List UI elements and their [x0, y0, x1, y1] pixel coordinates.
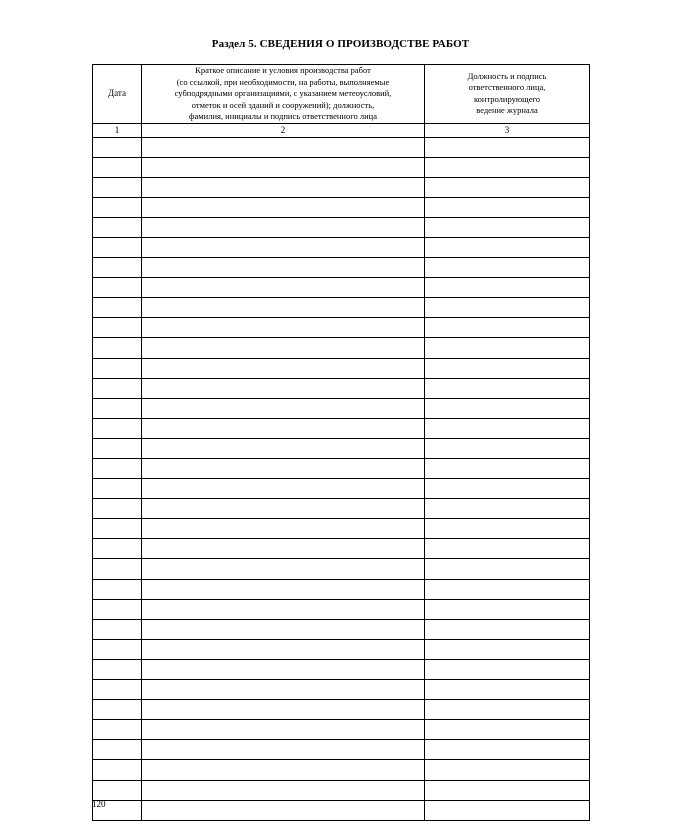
table-row[interactable] [93, 258, 590, 278]
table-cell-date[interactable] [93, 700, 142, 720]
table-cell-date[interactable] [93, 157, 142, 177]
journal-table-wrapper [92, 64, 589, 821]
table-cell-signature[interactable] [425, 459, 590, 479]
header-description-line-5: фамилия, инициалы и подпись ответственного лица [189, 111, 377, 121]
table-cell-signature[interactable] [425, 258, 590, 278]
table-cell-description[interactable] [142, 519, 425, 539]
table-row[interactable] [93, 619, 590, 639]
table-row[interactable] [93, 559, 590, 579]
table-row[interactable] [93, 680, 590, 700]
table-cell-date[interactable] [93, 338, 142, 358]
table-row[interactable] [93, 157, 590, 177]
table-cell-description[interactable] [142, 137, 425, 157]
table-row[interactable] [93, 177, 590, 197]
table-cell-date[interactable] [93, 479, 142, 499]
table-cell-signature[interactable] [425, 177, 590, 197]
table-cell-description[interactable] [142, 720, 425, 740]
table-cell-date[interactable] [93, 398, 142, 418]
table-cell-signature[interactable] [425, 157, 590, 177]
table-row[interactable] [93, 338, 590, 358]
table-cell-description[interactable] [142, 599, 425, 619]
table-cell-description[interactable] [142, 438, 425, 458]
table-cell-signature[interactable] [425, 298, 590, 318]
table-row[interactable] [93, 459, 590, 479]
table-cell-signature[interactable] [425, 619, 590, 639]
column-number-1: 1 [93, 123, 142, 137]
page-number: 120 [92, 799, 106, 809]
table-cell-signature[interactable] [425, 358, 590, 378]
table-cell-signature[interactable] [425, 559, 590, 579]
table-cell-signature[interactable] [425, 539, 590, 559]
table-cell-date[interactable] [93, 137, 142, 157]
table-cell-signature[interactable] [425, 438, 590, 458]
table-row[interactable] [93, 740, 590, 760]
table-row[interactable] [93, 639, 590, 659]
table-cell-signature[interactable] [425, 137, 590, 157]
table-row[interactable] [93, 298, 590, 318]
table-cell-date[interactable] [93, 579, 142, 599]
table-cell-description[interactable] [142, 298, 425, 318]
table-cell-description[interactable] [142, 700, 425, 720]
table-cell-signature[interactable] [425, 579, 590, 599]
table-cell-description[interactable] [142, 800, 425, 820]
header-cell-signature [425, 65, 590, 124]
header-signature-line-4: ведение журнала [476, 105, 538, 116]
table-cell-description[interactable] [142, 740, 425, 760]
table-cell-date[interactable] [93, 459, 142, 479]
table-cell-date[interactable] [93, 680, 142, 700]
table-row[interactable] [93, 700, 590, 720]
table-cell-signature[interactable] [425, 740, 590, 760]
table-cell-date[interactable] [93, 659, 142, 679]
table-cell-description[interactable] [142, 197, 425, 217]
column-number-row [93, 123, 590, 137]
table-row[interactable] [93, 499, 590, 519]
table-cell-description[interactable] [142, 418, 425, 438]
table-cell-date[interactable] [93, 438, 142, 458]
table-row[interactable] [93, 237, 590, 257]
table-cell-date[interactable] [93, 780, 142, 800]
table-cell-signature[interactable] [425, 800, 590, 820]
table-cell-signature[interactable] [425, 318, 590, 338]
table-cell-date[interactable] [93, 519, 142, 539]
table-cell-description[interactable] [142, 680, 425, 700]
table-cell-description[interactable] [142, 177, 425, 197]
table-cell-date[interactable] [93, 177, 142, 197]
table-cell-description[interactable] [142, 760, 425, 780]
table-row[interactable] [93, 137, 590, 157]
table-cell-description[interactable] [142, 459, 425, 479]
table-cell-signature[interactable] [425, 599, 590, 619]
table-row[interactable] [93, 418, 590, 438]
table-cell-description[interactable] [142, 358, 425, 378]
table-row[interactable] [93, 800, 590, 820]
table-cell-signature[interactable] [425, 499, 590, 519]
table-cell-description[interactable] [142, 378, 425, 398]
table-cell-date[interactable] [93, 619, 142, 639]
table-cell-description[interactable] [142, 398, 425, 418]
table-cell-date[interactable] [93, 197, 142, 217]
table-cell-signature[interactable] [425, 398, 590, 418]
table-cell-date[interactable] [93, 418, 142, 438]
table-cell-description[interactable] [142, 479, 425, 499]
table-cell-description[interactable] [142, 217, 425, 237]
table-row[interactable] [93, 539, 590, 559]
page-title: Раздел 5. СВЕДЕНИЯ О ПРОИЗВОДСТВЕ РАБОТ [211, 38, 470, 50]
table-cell-description[interactable] [142, 499, 425, 519]
table-row[interactable] [93, 278, 590, 298]
table-row[interactable] [93, 438, 590, 458]
header-description-line-1: Краткое описание и условия производства работ [195, 65, 371, 75]
table-row[interactable] [93, 479, 590, 499]
table-cell-signature[interactable] [425, 519, 590, 539]
column-number-3: 3 [425, 123, 590, 137]
table-cell-date[interactable] [93, 740, 142, 760]
table-cell-description[interactable] [142, 318, 425, 338]
table-cell-signature[interactable] [425, 237, 590, 257]
header-signature-line-2: ответственного лица, [468, 82, 546, 93]
table-cell-description[interactable] [142, 338, 425, 358]
table-row[interactable] [93, 720, 590, 740]
table-cell-signature[interactable] [425, 720, 590, 740]
table-cell-date[interactable] [93, 760, 142, 780]
table-cell-date[interactable] [93, 318, 142, 338]
table-cell-date[interactable] [93, 237, 142, 257]
table-row[interactable] [93, 519, 590, 539]
header-description-line-2: (со ссылкой, при необходимости, на работы, выполняемые [176, 76, 390, 87]
table-cell-description[interactable] [142, 619, 425, 639]
table-row[interactable] [93, 318, 590, 338]
table-cell-date[interactable] [93, 217, 142, 237]
table-cell-date[interactable] [93, 358, 142, 378]
table-cell-date[interactable] [93, 720, 142, 740]
table-cell-signature[interactable] [425, 418, 590, 438]
table-cell-description[interactable] [142, 278, 425, 298]
table-row[interactable] [93, 358, 590, 378]
table-cell-signature[interactable] [425, 278, 590, 298]
table-row[interactable] [93, 659, 590, 679]
table-row[interactable] [93, 378, 590, 398]
table-cell-signature[interactable] [425, 378, 590, 398]
table-cell-date[interactable] [93, 298, 142, 318]
table-cell-date[interactable] [93, 639, 142, 659]
table-cell-signature[interactable] [425, 680, 590, 700]
table-cell-signature[interactable] [425, 479, 590, 499]
table-cell-description[interactable] [142, 157, 425, 177]
table-cell-description[interactable] [142, 639, 425, 659]
table-cell-description[interactable] [142, 237, 425, 257]
table-cell-date[interactable] [93, 599, 142, 619]
table-cell-signature[interactable] [425, 338, 590, 358]
journal-table [92, 64, 590, 821]
header-description-line-4: отметок и осей зданий и сооружений); должность, [191, 99, 375, 110]
table-row[interactable] [93, 780, 590, 800]
header-description-line-3: субподрядными организациями, с указанием метеоусловий, [174, 88, 392, 98]
header-cell-description [142, 65, 425, 124]
table-cell-signature[interactable] [425, 197, 590, 217]
table-cell-signature[interactable] [425, 760, 590, 780]
table-cell-date[interactable] [93, 539, 142, 559]
table-cell-description[interactable] [142, 579, 425, 599]
table-cell-date[interactable] [93, 378, 142, 398]
table-cell-description[interactable] [142, 539, 425, 559]
header-signature-line-1: Должность и подпись [467, 70, 547, 81]
header-signature-line-3: контролирующего [473, 93, 541, 104]
table-cell-signature[interactable] [425, 780, 590, 800]
table-cell-date[interactable] [93, 499, 142, 519]
table-cell-description[interactable] [142, 780, 425, 800]
table-row[interactable] [93, 197, 590, 217]
table-cell-description[interactable] [142, 659, 425, 679]
table-cell-date[interactable] [93, 278, 142, 298]
table-row[interactable] [93, 398, 590, 418]
table-header [93, 65, 590, 138]
column-number-2: 2 [142, 123, 425, 137]
table-row[interactable] [93, 760, 590, 780]
table-cell-signature[interactable] [425, 700, 590, 720]
table-cell-signature[interactable] [425, 639, 590, 659]
table-row[interactable] [93, 217, 590, 237]
table-cell-description[interactable] [142, 258, 425, 278]
table-body [93, 137, 590, 820]
table-row[interactable] [93, 599, 590, 619]
table-cell-signature[interactable] [425, 217, 590, 237]
table-row[interactable] [93, 579, 590, 599]
table-cell-date[interactable] [93, 258, 142, 278]
table-header-row [93, 65, 590, 124]
table-cell-description[interactable] [142, 559, 425, 579]
header-cell-date: Дата [93, 65, 142, 124]
table-cell-date[interactable] [93, 559, 142, 579]
table-cell-signature[interactable] [425, 659, 590, 679]
